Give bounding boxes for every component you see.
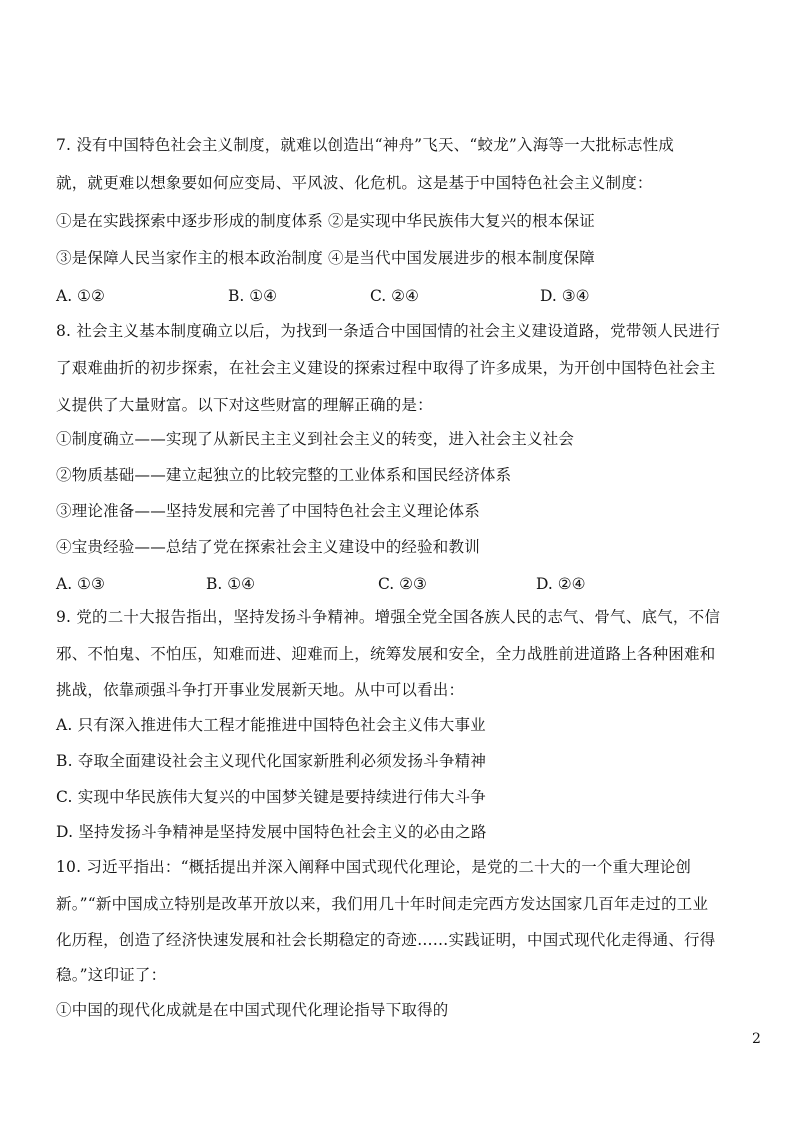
q10-statement-line-1: ①中国的现代化成就是在中国式现代化理论指导下取得的 <box>56 1001 449 1019</box>
q9-option-c[interactable]: C. 实现中华民族伟大复兴的中国梦关键是要持续进行伟大斗争 <box>56 788 486 806</box>
q8-stem-line-2: 了艰难曲折的初步探索，在社会主义建设的探索过程中取得了许多成果，为开创中国特色社会主 <box>56 359 716 377</box>
q9-stem-line-2: 邪、不怕鬼、不怕压，知难而进、迎难而上，统筹发展和安全，全力战胜前进道路上各种困难和 <box>56 645 716 663</box>
q8-option-c[interactable]: C. ②③ <box>378 575 427 593</box>
q8-option-a[interactable]: A. ①③ <box>56 575 105 593</box>
q7-option-a[interactable]: A. ①② <box>56 287 105 305</box>
q9-stem-line-1: 9. 党的二十大报告指出，坚持发扬斗争精神。增强全党全国各族人民的志气、骨气、底气，不信 <box>56 608 721 626</box>
page-number: 2 <box>752 1031 761 1047</box>
q8-statement-line-2: ②物质基础——建立起独立的比较完整的工业体系和国民经济体系 <box>56 466 512 484</box>
q10-stem-line-4: 稳。”这印证了： <box>56 966 167 984</box>
q7-stem-line-2: 就，就更难以想象要如何应变局、平风波、化危机。这是基于中国特色社会主义制度： <box>56 174 653 192</box>
q8-stem-line-3: 义提供了大量财富。以下对这些财富的理解正确的是： <box>56 396 433 414</box>
q9-option-d[interactable]: D. 坚持发扬斗争精神是坚持发展中国特色社会主义的必由之路 <box>56 823 487 841</box>
q8-options <box>56 573 756 595</box>
q9-option-b[interactable]: B. 夺取全面建设社会主义现代化国家新胜利必须发扬斗争精神 <box>56 752 487 770</box>
q7-option-d[interactable]: D. ③④ <box>540 287 590 305</box>
q8-option-d[interactable]: D. ②④ <box>536 575 586 593</box>
q8-stem-line-1: 8. 社会主义基本制度确立以后，为找到一条适合中国国情的社会主义建设道路，党带领人民进行 <box>56 322 721 340</box>
q10-stem-line-1: 10. 习近平指出：“概括提出并深入阐释中国式现代化理论，是党的二十大的一个重大理论创 <box>56 858 692 876</box>
q8-statement-line-4: ④宝贵经验——总结了党在探索社会主义建设中的经验和教训 <box>56 538 480 556</box>
q7-option-c[interactable]: C. ②④ <box>370 287 419 305</box>
q10-stem-line-2: 新。”“新中国成立特别是改革开放以来，我们用几十年时间走完西方发达国家几百年走过的工业 <box>56 895 709 913</box>
q7-stem-line-1: 7. 没有中国特色社会主义制度，就难以创造出“神舟”飞天、“蛟龙”入海等一大批标志性成 <box>56 136 675 154</box>
q8-statement-line-1: ①制度确立——实现了从新民主主义到社会主义的转变，进入社会主义社会 <box>56 430 575 448</box>
q7-options <box>56 285 756 307</box>
q9-option-a[interactable]: A. 只有深入推进伟大工程才能推进中国特色社会主义伟大事业 <box>56 716 486 734</box>
q10-stem-line-3: 化历程，创造了经济快速发展和社会长期稳定的奇迹……实践证明，中国式现代化走得通、行得 <box>56 931 716 949</box>
q8-statement-line-3: ③理论准备——坚持发展和完善了中国特色社会主义理论体系 <box>56 502 480 520</box>
q7-statement-line-2: ③是保障人民当家作主的根本政治制度 ④是当代中国发展进步的根本制度保障 <box>56 249 595 267</box>
q7-statement-line-1: ①是在实践探索中逐步形成的制度体系 ②是实现中华民族伟大复兴的根本保证 <box>56 212 595 230</box>
q8-option-b[interactable]: B. ①④ <box>206 575 256 593</box>
q9-stem-line-3: 挑战，依靠顽强斗争打开事业发展新天地。从中可以看出： <box>56 681 465 699</box>
q7-option-b[interactable]: B. ①④ <box>228 287 278 305</box>
